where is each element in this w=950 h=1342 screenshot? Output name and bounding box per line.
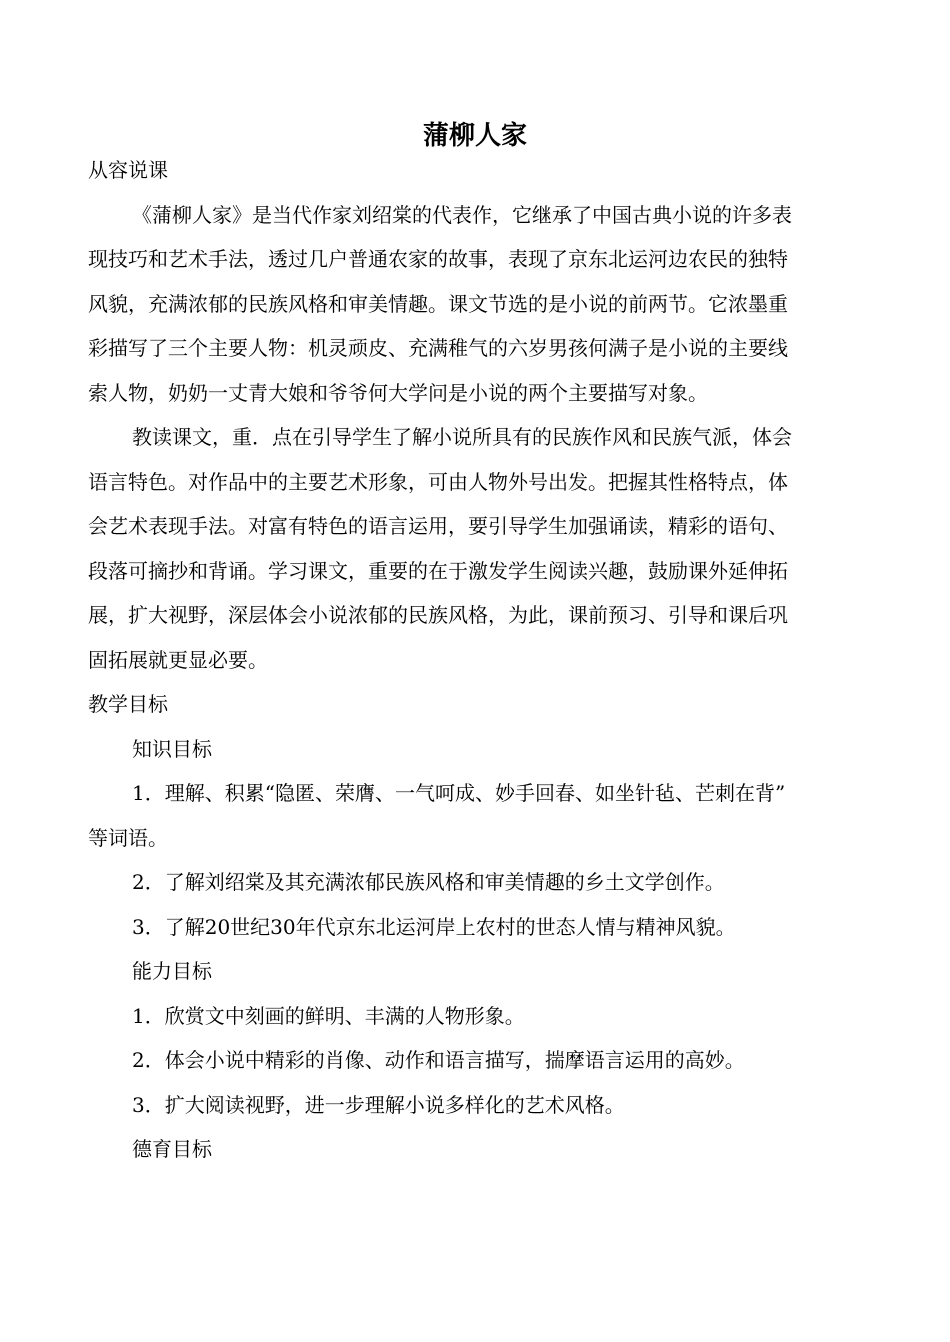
list-item: 2．了解刘绍棠及其充满浓郁民族风格和审美情趣的乡土文学创作。 [132,870,725,894]
list-item-continuation: 等词语。 [88,825,168,850]
list-item: 3．了解20世纪30年代京东北运河岸上农村的世态人情与精神风貌。 [132,914,736,939]
paragraph-line: 固拓展就更显必要。 [88,647,268,672]
paragraph-line: 现技巧和艺术手法，透过几户普通农家的故事，表现了京东北运河边农民的独特 [88,247,788,271]
list-item: 2．体会小说中精彩的肖像、动作和语言描写，揣摩语言运用的高妙。 [132,1048,745,1072]
list-item: 3．扩大阅读视野，进一步理解小说多样化的艺术风格。 [132,1092,625,1117]
section-heading-lesson-talk: 从容说课 [88,158,168,182]
paragraph-line: 展，扩大视野，深层体会小说浓郁的民族风格，为此，课前预习、引导和课后巩 [88,603,788,627]
paragraph-line: 会艺术表现手法。对富有特色的语言运用，要引导学生加强诵读，精彩的语句、 [88,514,788,538]
page-title: 蒲柳人家 [422,121,527,151]
subheading-ability-goals: 能力目标 [132,959,212,983]
paragraph-line: 索人物，奶奶一丈青大娘和爷爷何大学问是小说的两个主要描写对象。 [88,380,708,405]
paragraph-line: 教读课文，重．点在引导学生了解小说所具有的民族作风和民族气派，体会 [132,425,792,449]
document-body [88,148,864,1172]
list-item: 1．欣赏文中刻画的鲜明、丰满的人物形象。 [132,1003,525,1028]
subheading-knowledge-goals: 知识目标 [132,736,212,761]
paragraph-line: 彩描写了三个主要人物：机灵顽皮、充满稚气的六岁男孩何满子是小说的主要线 [88,336,788,360]
section-heading-teaching-goals: 教学目标 [88,692,168,716]
paragraph-line: 段落可摘抄和背诵。学习课文，重要的在于激发学生阅读兴趣，鼓励课外延伸拓 [88,558,788,583]
list-item: 1．理解、积累“隐匿、荣膺、一气呵成、妙手回春、如坐针毡、芒刺在背” [132,781,786,805]
paragraph-line: 风貌，充满浓郁的民族风格和审美情趣。课文节选的是小说的前两节。它浓墨重 [88,291,788,316]
paragraph-line: 《蒲柳人家》是当代作家刘绍棠的代表作，它继承了中国古典小说的许多表 [132,202,792,227]
subheading-moral-goals: 德育目标 [132,1137,212,1161]
paragraph-line: 语言特色。对作品中的主要艺术形象，可由人物外号出发。把握其性格特点，体 [88,469,788,494]
